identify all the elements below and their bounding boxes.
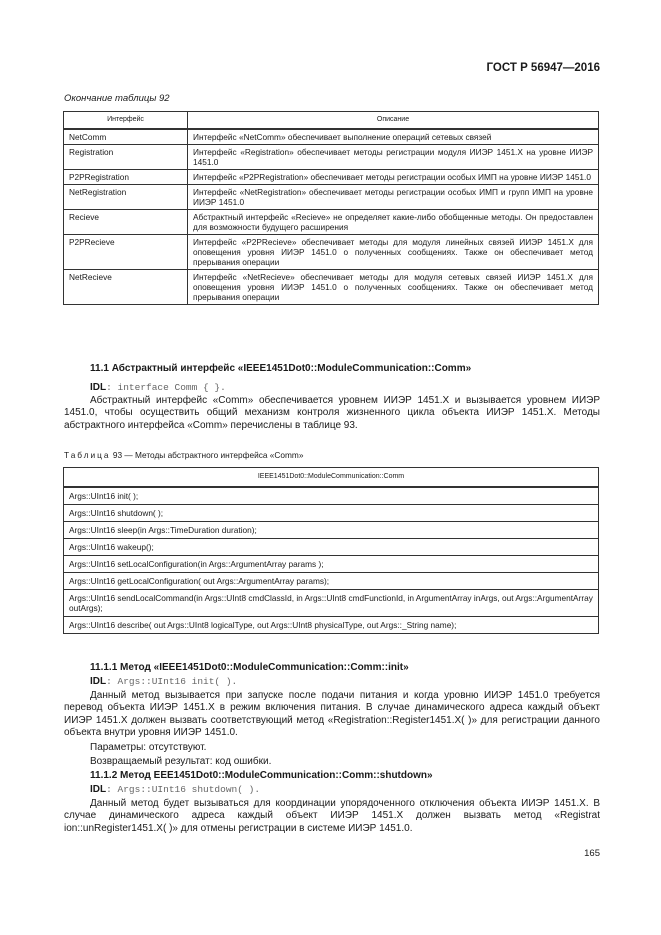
interface-name: P2PRegistration <box>64 170 188 185</box>
section-11-1-1-heading: 11.1.1 Метод «IEEE1451Dot0::ModuleCommunication::Comm::init» <box>90 662 409 673</box>
idl-label: IDL <box>90 676 107 687</box>
table-93 <box>63 467 599 634</box>
idl-line <box>90 676 600 688</box>
method-signature: Args::UInt16 init( ); <box>64 487 599 505</box>
table-row <box>64 522 599 539</box>
method-signature: Args::UInt16 setLocalConfiguration(in Args::ArgumentArray params ); <box>64 556 599 573</box>
table-row <box>64 129 599 145</box>
interface-name: NetComm <box>64 129 188 145</box>
method-signature: Args::UInt16 wakeup(); <box>64 539 599 556</box>
table-row <box>64 210 599 235</box>
method-signature: Args::UInt16 shutdown( ); <box>64 505 599 522</box>
col-description-header: Описание <box>188 112 599 130</box>
table-row <box>64 617 599 634</box>
interface-name: P2PRecieve <box>64 235 188 270</box>
table-row <box>64 170 599 185</box>
table-caption-prefix: Таблица <box>64 450 111 460</box>
standard-header: ГОСТ Р 56947—2016 <box>486 62 600 74</box>
table-row <box>64 556 599 573</box>
table-continuation-label: Окончание таблицы 92 <box>64 93 170 104</box>
interface-name: Registration <box>64 145 188 170</box>
table-93-header: IEEE1451Dot0::ModuleCommunication::Comm <box>64 468 599 488</box>
idl-line <box>90 784 600 796</box>
table-row <box>64 487 599 505</box>
method-signature: Args::UInt16 sleep(in Args::TimeDuration duration); <box>64 522 599 539</box>
returns-line: Возвращаемый результат: код ошибки. <box>90 756 272 767</box>
idl-label: IDL <box>90 382 107 393</box>
table-row <box>64 270 599 305</box>
interface-description: Интерфейс «NetComm» обеспечивает выполнение операций сетевых связей <box>188 129 599 145</box>
table-row <box>64 539 599 556</box>
idl-code: : interface Comm { }. <box>106 382 226 393</box>
parameters-line: Параметры: отсутствуют. <box>90 742 207 753</box>
interface-description: Интерфейс «NetRecieve» обеспечивает методы для модуля сетевых связей ИИЭР 1451.Х для оповещения уровня ИИЭР 1451.0 о полученных сообщениях. Также он обеспечивает метод прерывания операции <box>188 270 599 305</box>
table-row <box>64 145 599 170</box>
table-row <box>64 505 599 522</box>
table-row <box>64 590 599 617</box>
interface-name: NetRecieve <box>64 270 188 305</box>
interface-name: Recieve <box>64 210 188 235</box>
section-11-1-1-paragraph: Данный метод вызывается при запуске после подачи питания и когда уровню ИИЭР 1451.0 требуется перевод объекта ИИЭР 1451.Х в режим включения питания. В случае динамического адреса каждый объект ИИЭР 1451.Х должен вызвать соответствующий метод «Registration::Register1451.X( )» для регистрации данного объекта внутри уровня ИИЭР 1451.0. <box>64 690 600 739</box>
table-92 <box>63 111 599 305</box>
col-interface-header: Интерфейс <box>64 112 188 130</box>
section-11-1-2-paragraph: Данный метод будет вызываться для координации упорядоченного отключения объекта ИИЭР 1451.Х. В случае динамического адреса каждый объект ИИЭР 1451.Х должен вызвать метод «Registrat ion::unRegister1451.X( )» для отмены регистрации в системе ИИЭР 1451.0. <box>64 798 600 834</box>
table-row <box>64 235 599 270</box>
section-11-1-paragraph: Абстрактный интерфейс «Comm» обеспечивается уровнем ИИЭР 1451.Х и вызывается уровнем ИИЭР 1451.0, чтобы осуществить общий механизм контроля жизненного цикла объекта ИИЭР 1451.Х. Методы абстрактного интерфейса «Comm» перечислены в таблице 93. <box>64 395 600 431</box>
table-header-row <box>64 468 599 488</box>
table-caption-title: 93 — Методы абстрактного интерфейса «Comm» <box>110 450 304 460</box>
table-row <box>64 573 599 590</box>
table-header-row <box>64 112 599 130</box>
interface-description: Интерфейс «P2PRecieve» обеспечивает методы для модуля линейных связей ИИЭР 1451.Х для оповещения уровня ИИЭР 1451.0 о полученных сообщениях. Также он обеспечивает метод прерывания операции <box>188 235 599 270</box>
table-row <box>64 185 599 210</box>
table-93-caption <box>64 450 303 460</box>
method-signature: Args::UInt16 sendLocalCommand(in Args::UInt8 cmdClassId, in Args::UInt8 cmdFunctionId, in ArgumentArray inArgs, out Args::ArgumentArray outArgs); <box>64 590 599 617</box>
interface-description: Интерфейс «P2PRegistration» обеспечивает методы регистрации особых ИМП на уровне ИИЭР 1451.0 <box>188 170 599 185</box>
method-signature: Args::UInt16 getLocalConfiguration( out Args::ArgumentArray params); <box>64 573 599 590</box>
idl-code: : Args::UInt16 init( ). <box>106 676 238 687</box>
idl-label: IDL <box>90 784 107 795</box>
section-11-1-heading: 11.1 Абстрактный интерфейс «IEEE1451Dot0::ModuleCommunication::Comm» <box>90 363 472 374</box>
page-number: 165 <box>584 848 600 859</box>
idl-line <box>90 382 600 394</box>
section-11-1-2-heading: 11.1.2 Метод EEE1451Dot0::ModuleCommunication::Comm::shutdown» <box>90 770 433 781</box>
method-signature: Args::UInt16 describe( out Args::UInt8 logicalType, out Args::UInt8 physicalType, out Args::_String name); <box>64 617 599 634</box>
interface-name: NetRegistration <box>64 185 188 210</box>
interface-description: Абстрактный интерфейс «Recieve» не определяет какие-либо обобщенные методы. Он предоставлен для возможности будущего расширения <box>188 210 599 235</box>
interface-description: Интерфейс «NetRegistration» обеспечивает методы регистрации особых ИМП и групп ИМП на уровне ИИЭР 1451.0 <box>188 185 599 210</box>
idl-code: : Args::UInt16 shutdown( ). <box>106 784 261 795</box>
interface-description: Интерфейс «Registration» обеспечивает методы регистрации модуля ИИЭР 1451.Х на уровне ИИЭР 1451.0 <box>188 145 599 170</box>
